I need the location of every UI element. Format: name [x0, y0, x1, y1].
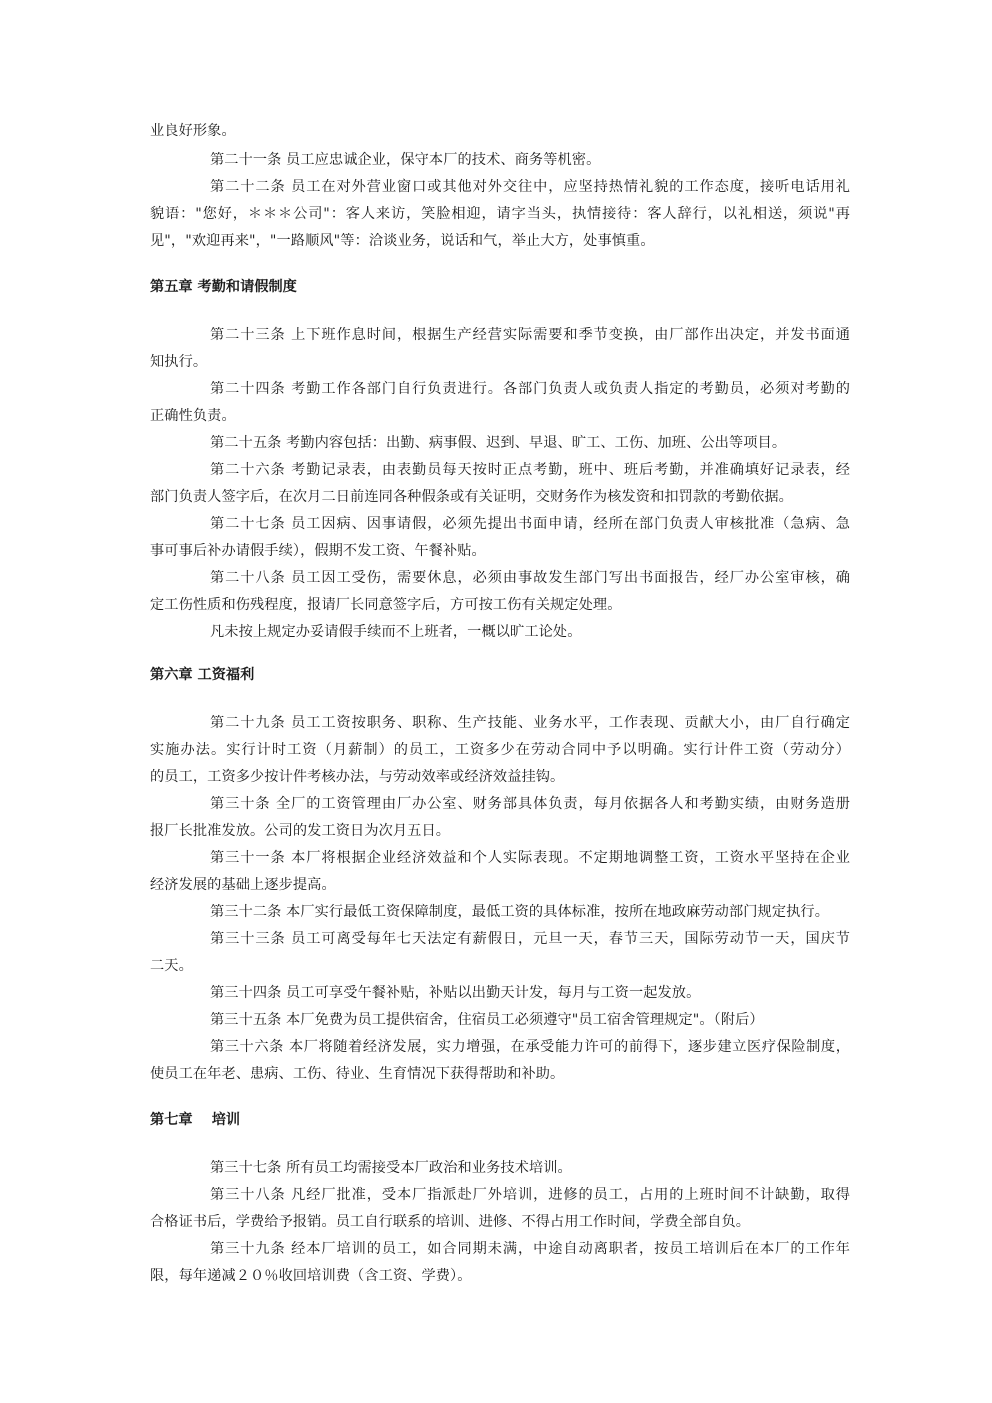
article-29-line-1: 第二十九条 员工工资按职务、职称、生产技能、业务水平，工作表现、贡献大小，由厂自行确定 [210, 715, 850, 731]
article-38-line-1: 第三十八条 凡经厂批准，受本厂指派赴厂外培训，进修的员工，占用的上班时间不计缺勤，取得 [210, 1187, 850, 1203]
article-36-line-2: 使员工在年老、患病、工伤、待业、生育情况下获得帮助和补助。 [150, 1066, 565, 1082]
article-33-line-1: 第三十三条 员工可离受每年七天法定有薪假日，元旦一天，春节三天，国际劳动节一天，国庆节 [210, 931, 850, 947]
article-30-line-1: 第三十条 全厂的工资管理由厂办公室、财务部具体负责，每月依据各人和考勤实绩，由财务造册 [210, 796, 850, 812]
article-22-line-3: 见"，"欢迎再来"，"一路顺风"等：洽谈业务，说话和气，举止大方，处事慎重。 [150, 233, 655, 249]
article-28-line-1: 第二十八条 员工因工受伤，需要休息，必须由事故发生部门写出书面报告，经厂办公室审核，确 [210, 570, 850, 586]
article-24-line-2: 正确性负责。 [150, 408, 236, 424]
chapter-5-heading: 第五章 考勤和请假制度 [150, 279, 297, 295]
paragraph-line: 业良好形象。 [150, 123, 236, 139]
article-37: 第三十七条 所有员工均需接受本厂政治和业务技术培训。 [210, 1160, 572, 1176]
article-26-line-1: 第二十六条 考勤记录表，由表勤员每天按时正点考勤，班中、班后考勤，并准确填好记录表，经 [210, 462, 850, 478]
article-25: 第二十五条 考勤内容包括：出勤、病事假、迟到、早退、旷工、工伤、加班、公出等项目。 [210, 435, 787, 451]
article-23-line-1: 第二十三条 上下班作息时间，根据生产经营实际需要和季节变换，由厂部作出决定，并发书面通 [210, 327, 850, 343]
article-21: 第二十一条 员工应忠诚企业，保守本厂的技术、商务等机密。 [210, 152, 601, 168]
article-22-line-1: 第二十二条 员工在对外营业窗口或其他对外交往中，应坚持热情礼貌的工作态度，接听电话用礼 [210, 179, 850, 195]
absence-rule: 凡未按上规定办妥请假手续而不上班者，一概以旷工论处。 [210, 624, 582, 640]
article-35: 第三十五条 本厂免费为员工提供宿舍，住宿员工必须遵守"员工宿舍管理规定"。（附后） [210, 1012, 764, 1028]
article-33-line-2: 二天。 [150, 958, 193, 974]
article-29-line-2: 实施办法。实行计时工资（月薪制）的员工，工资多少在劳动合同中予以明确。实行计件工资（劳动分） [150, 742, 850, 758]
article-24-line-1: 第二十四条 考勤工作各部门自行负责进行。各部门负责人或负责人指定的考勤员，必须对考勤的 [210, 381, 850, 397]
article-32: 第三十二条 本厂实行最低工资保障制度，最低工资的具体标准，按所在地政麻劳动部门规定执行。 [210, 904, 829, 920]
article-31-line-1: 第三十一条 本厂将根据企业经济效益和个人实际表现。不定期地调整工资，工资水平坚持在企业 [210, 850, 850, 866]
article-30-line-2: 报厂长批准发放。公司的发工资日为次月五日。 [150, 823, 451, 839]
article-22-line-2: 貌语："您好，＊＊＊公司"：客人来访，笑脸相迎，请字当头，执情接待：客人辞行，以礼相送，须说"再 [150, 206, 850, 222]
chapter-7-heading: 第七章 培训 [150, 1112, 241, 1128]
article-28-line-2: 定工伤性质和伤残程度，报请厂长同意签字后，方可按工伤有关规定处理。 [150, 597, 622, 613]
article-26-line-2: 部门负责人签字后，在次月二日前连同各种假条或有关证明，交财务作为核发资和扣罚款的考勤依据。 [150, 489, 793, 505]
article-27-line-2: 事可事后补办请假手续），假期不发工资、午餐补贴。 [150, 543, 486, 559]
article-38-line-2: 合格证书后，学费给予报销。员工自行联系的培训、进修、不得占用工作时间，学费全部自负。 [150, 1214, 751, 1230]
article-36-line-1: 第三十六条 本厂将随着经济发展，实力增强，在承受能力许可的前得下，逐步建立医疗保险制度， [210, 1039, 850, 1055]
article-29-line-3: 的员工，工资多少按计件考核办法，与劳动效率或经济效益挂钩。 [150, 769, 565, 785]
article-31-line-2: 经济发展的基础上逐步提高。 [150, 877, 336, 893]
article-34: 第三十四条 员工可享受午餐补贴，补贴以出勤天计发，每月与工资一起发放。 [210, 985, 701, 1001]
article-23-line-2: 知执行。 [150, 354, 208, 370]
chapter-6-heading: 第六章 工资福利 [150, 667, 255, 683]
article-27-line-1: 第二十七条 员工因病、因事请假，必须先提出书面申请，经所在部门负责人审核批准（急病、急 [210, 516, 850, 532]
article-39-line-1: 第三十九条 经本厂培训的员工，如合同期未满，中途自动离职者，按员工培训后在本厂的工作年 [210, 1241, 850, 1257]
article-39-line-2: 限，每年递减２０％收回培训费（含工资、学费）。 [150, 1268, 472, 1284]
